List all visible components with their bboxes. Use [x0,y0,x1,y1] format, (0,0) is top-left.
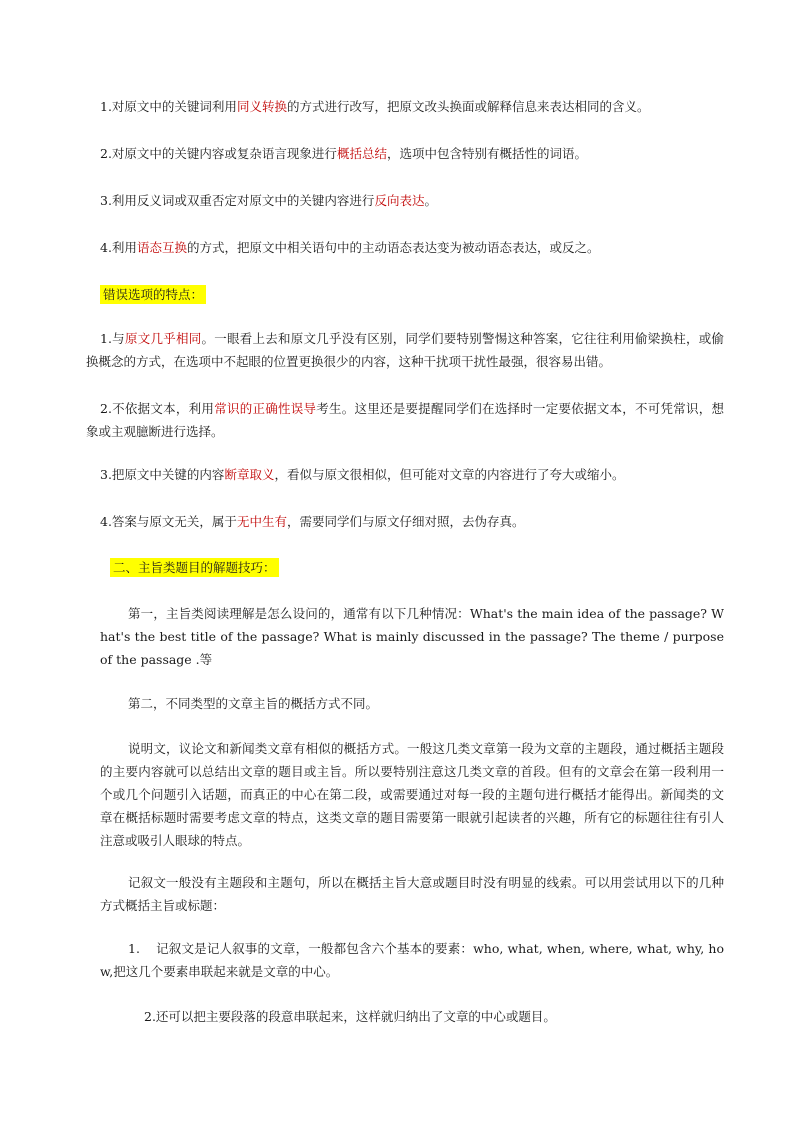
list-number: 1. [128,941,140,956]
heading-text: 错误选项的特点： [100,285,206,304]
heading-text: 二、主旨类题目的解题技巧： [110,558,279,577]
paragraph-narrative: 记叙文一般没有主题段和主题句，所以在概括主旨大意或题目时没有明显的线索。可以用尝试用以下的几种方式概括主旨或标题： [100,875,724,913]
paragraph-unrelated [100,510,724,533]
paragraph-almost-same [86,327,724,373]
text: ，看似与原文很相似，但可能对文章的内容进行了夸大或缩小。 [274,467,625,482]
text: 的方式进行改写，把原文改头换面或解释信息来表达相同的含义。 [286,99,650,114]
heading-wrong-options [100,283,724,306]
paragraph-synonym [100,95,724,118]
text: 。 [424,193,437,208]
text: 3.利用反义词或双重否定对原文中的关键内容进行 [100,193,375,208]
highlight-term: 无中生有 [236,514,287,529]
highlight-term: 常识的正确性误导 [214,401,317,416]
paragraph-second: 第二，不同类型的文章主旨的概括方式不同。 [128,696,379,711]
highlight-term: 反向表达 [374,193,425,208]
text: 2.不依据文本，利用 [100,401,215,416]
text: 4.利用 [100,240,137,255]
highlight-term: 断章取义 [224,467,275,482]
text: 。一眼看上去和原文几乎没有区别，同学们要特别警惕这种答案，它往往利用偷梁换柱，或偷换概念的方式，在选项中不起眼的位置更换很少的内容，这种干扰项干扰性最强，很容易出错。 [86,331,724,369]
text: ，选项中包含特别有概括性的词语。 [386,146,587,161]
text: 1.对原文中的关键词利用 [100,99,237,114]
paragraph-voice [100,236,724,259]
text: 考生。这里还是要提醒同学们在选择时一定要依据文本，不可凭常识，想象或主观臆断进行选择。 [86,401,724,439]
text: 的方式，把原文中相关语句中的主动语态表达变为被动语态表达，或反之。 [186,240,600,255]
highlight-term: 原文几乎相同 [124,331,202,346]
text: 1.与 [100,331,125,346]
text: ，需要同学们与原文仔细对照，去伪存真。 [286,514,525,529]
highlight-term: 概括总结 [336,146,387,161]
paragraph-out-of-context [100,463,724,486]
paragraph-first: 第一，主旨类阅读理解是怎么设问的，通常有以下几种情况：What's the main idea of the passage? What's the best title of the passage? What is mainly discussed in the passage? The theme / purpose of the passage .等 [100,606,724,667]
highlight-term: 同义转换 [236,99,287,114]
paragraph-list-item-1 [100,937,724,983]
paragraph-common-sense [86,397,724,443]
paragraph-list-item-2: 2.还可以把主要段落的段意串联起来，这样就归纳出了文章的中心或题目。 [144,1009,556,1024]
heading-main-idea [110,556,734,579]
paragraph-reverse [100,189,724,212]
paragraph-expository: 说明文，议论文和新闻类文章有相似的概括方式。一般这几类文章第一段为文章的主题段，通过概括主题段的主要内容就可以总结出文章的题目或主旨。所以要特别注意这几类文章的首段。但有的文章会在第一段利用一个或几个问题引入话题，而真正的中心在第二段，或需要通过对每一段的主题句进行概括才能得出。新闻类的文章在概括标题时需要考虑文章的特点，这类文章的题目需要第一眼就引起读者的兴趣，所有它的标题往往有引人注意或吸引人眼球的特点。 [100,741,724,848]
text: 2.对原文中的关键内容或复杂语言现象进行 [100,146,337,161]
text: 4.答案与原文无关，属于 [100,514,237,529]
text: 3.把原文中关键的内容 [100,467,225,482]
text: 记叙文是记人叙事的文章，一般都包含六个基本的要素：who, what, when, where, what, why, how,把这几个要素串联起来就是文章的中心。 [100,941,724,979]
paragraph-summary [100,142,724,165]
highlight-term: 语态互换 [136,240,187,255]
